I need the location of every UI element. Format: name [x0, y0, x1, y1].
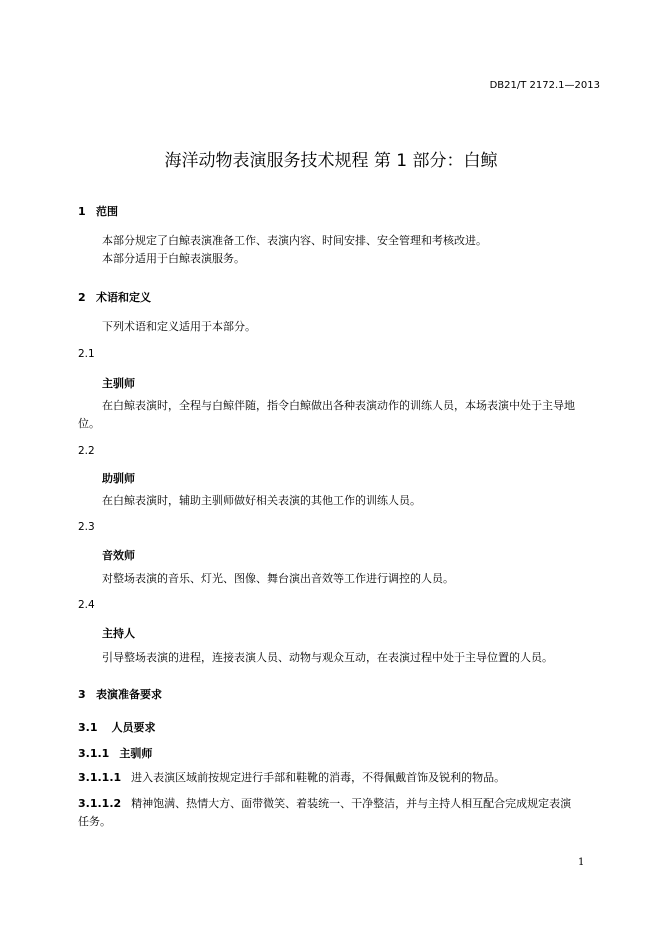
term-2-3-number: 2.3	[78, 521, 95, 533]
clause-3-1-1-2-line-2: 任务。	[78, 815, 111, 828]
term-2-3-name: 音效师	[102, 549, 135, 562]
term-2-4-number: 2.4	[78, 599, 95, 611]
term-2-1-name: 主驯师	[102, 377, 135, 390]
term-2-2-name: 助驯师	[102, 472, 135, 485]
clause-3-1-1-2-line-1	[78, 795, 571, 813]
subsection-3-1-heading	[78, 719, 156, 735]
term-2-3-definition: 对整场表演的音乐、灯光、图像、舞台演出音效等工作进行调控的人员。	[102, 572, 454, 585]
subsection-3-1-1-heading	[78, 745, 152, 761]
section-number: 1	[78, 205, 86, 218]
section-number: 2	[78, 291, 86, 304]
subsection-number: 3.1	[78, 721, 98, 734]
document-number: DB21/T 2172.1—2013	[489, 80, 600, 91]
clause-text: 精神饱满、热情大方、面带微笑、着装统一、干净整洁，并与主持人相互配合完成规定表演	[131, 797, 572, 810]
clause-number: 3.1.1.2	[78, 797, 122, 810]
term-2-4-name: 主持人	[102, 627, 135, 640]
section-title: 术语和定义	[96, 291, 151, 304]
section-2-heading	[78, 289, 151, 305]
section-3-heading	[78, 686, 162, 702]
section-number: 3	[78, 688, 86, 701]
term-2-4-definition: 引导整场表演的进程，连接表演人员、动物与观众互动，在表演过程中处于主导位置的人员。	[102, 651, 553, 664]
term-2-1-number: 2.1	[78, 348, 95, 360]
section-1-heading	[78, 203, 118, 219]
clause-3-1-1-1	[78, 769, 505, 787]
document-title: 海洋动物表演服务技术规程 第 1 部分：白鲸	[164, 151, 498, 171]
scope-paragraph-2: 本部分适用于白鲸表演服务。	[102, 252, 245, 265]
scope-paragraph-1: 本部分规定了白鲸表演准备工作、表演内容、时间安排、安全管理和考核改进。	[102, 234, 487, 247]
clause-text: 进入表演区域前按规定进行手部和鞋靴的消毒，不得佩戴首饰及锐利的物品。	[131, 771, 506, 784]
subsection-title: 主驯师	[119, 747, 153, 760]
term-2-2-definition: 在白鲸表演时，辅助主驯师做好相关表演的其他工作的训练人员。	[102, 494, 421, 507]
page-number: 1	[578, 857, 585, 868]
subsection-number: 3.1.1	[78, 747, 110, 760]
term-2-2-number: 2.2	[78, 445, 95, 457]
term-2-1-definition-line-1: 在白鲸表演时，全程与白鲸伴随，指令白鲸做出各种表演动作的训练人员，本场表演中处于主导地	[102, 399, 575, 412]
section-title: 表演准备要求	[96, 688, 162, 701]
subsection-title: 人员要求	[111, 721, 156, 734]
clause-number: 3.1.1.1	[78, 771, 122, 784]
section-title: 范围	[96, 205, 118, 218]
term-2-1-definition-line-2: 位。	[78, 417, 100, 430]
terms-intro-paragraph: 下列术语和定义适用于本部分。	[102, 320, 256, 333]
